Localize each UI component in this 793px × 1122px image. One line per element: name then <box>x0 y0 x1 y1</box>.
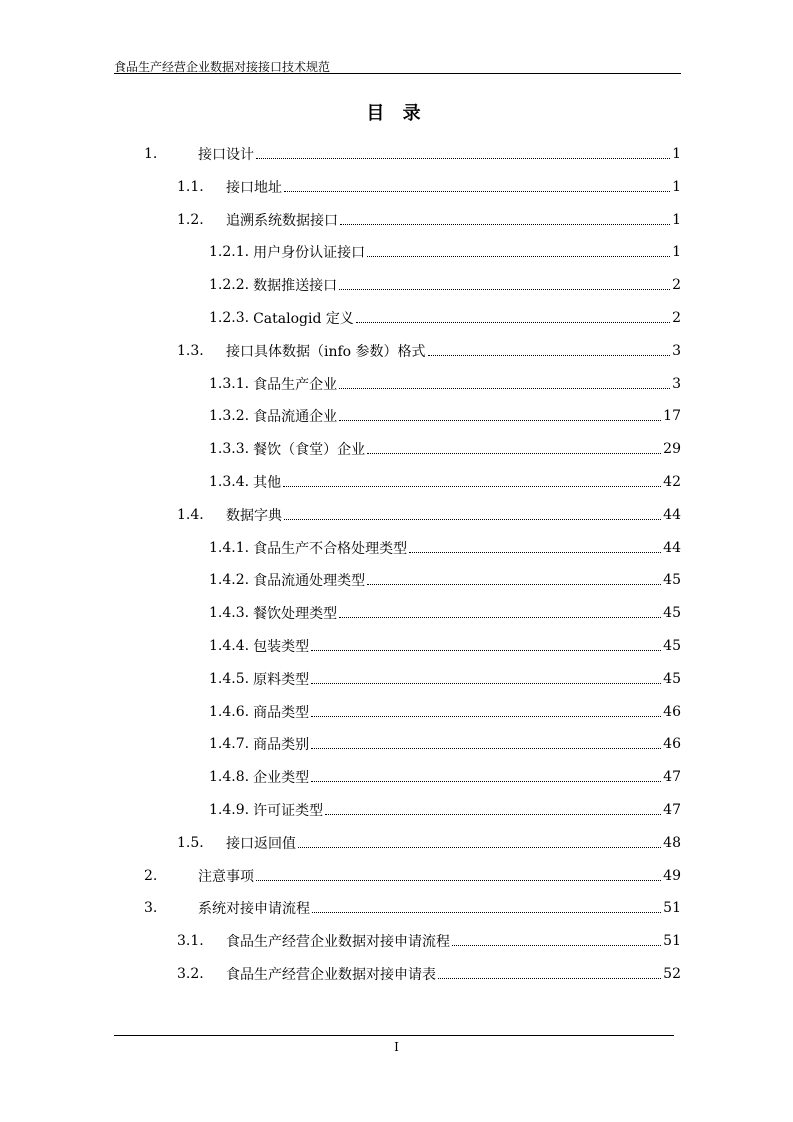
toc-entry-number: 3. <box>144 900 158 917</box>
toc-entry-page: 42 <box>663 474 681 490</box>
toc-entry-number: 1.3.1. <box>209 375 250 392</box>
toc-entry[interactable] <box>209 302 681 334</box>
toc-entry[interactable] <box>209 597 681 629</box>
toc-leader-dots <box>452 945 661 946</box>
toc-leader-dots <box>339 289 670 290</box>
toc-entry-page: 1 <box>672 178 681 195</box>
toc-leader-dots <box>356 322 670 323</box>
toc-leader-dots <box>409 552 661 553</box>
toc-leader-dots <box>428 355 671 356</box>
toc-entry-label: 食品生产不合格处理类型 <box>253 540 408 557</box>
toc-entry-page: 46 <box>663 703 681 720</box>
toc-entry-label: 追溯系统数据接口 <box>226 212 338 229</box>
toc-entry-number: 1.4.1. <box>209 539 250 556</box>
toc-entry-label: 食品生产经营企业数据对接申请流程 <box>226 934 450 951</box>
toc-entry-label: 原料类型 <box>253 671 310 688</box>
toc-entry-page: 44 <box>663 506 681 523</box>
toc-entry-page: 2 <box>672 277 681 294</box>
toc-entry-label: 食品生产经营企业数据对接申请表 <box>226 967 436 983</box>
toc-leader-dots <box>311 650 661 651</box>
toc-entry-number: 1.2.2. <box>209 277 250 294</box>
toc-entry[interactable] <box>209 433 681 465</box>
toc-entry[interactable] <box>177 499 681 531</box>
toc-entry-label: 许可证类型 <box>253 803 324 819</box>
toc-entry-number: 3.1. <box>177 933 204 950</box>
toc-leader-dots <box>367 256 670 257</box>
toc-leader-dots <box>339 420 661 421</box>
toc-entry-label: Catalogid 定义 <box>253 311 354 327</box>
toc-leader-dots <box>367 584 661 585</box>
toc-entry-number: 2. <box>144 867 158 884</box>
toc-leader-dots <box>284 519 661 520</box>
toc-entry-page: 47 <box>663 802 681 818</box>
header-divider <box>114 73 681 74</box>
toc-entry-number: 1.4.5. <box>209 670 250 687</box>
toc-entry-label: 食品生产企业 <box>253 376 338 393</box>
toc-entry-page: 17 <box>663 408 681 425</box>
toc-entry-page: 45 <box>663 670 681 687</box>
toc-entry[interactable] <box>209 761 681 793</box>
toc-entry-label: 接口设计 <box>198 147 254 163</box>
toc-entry[interactable] <box>177 958 681 990</box>
toc-entry-label: 商品类别 <box>253 737 310 754</box>
toc-entry[interactable] <box>209 236 681 268</box>
toc-leader-dots <box>438 978 661 979</box>
toc-entry-label: 数据字典 <box>226 507 282 524</box>
toc-entry-label: 注意事项 <box>198 868 254 885</box>
toc-leader-dots <box>312 912 661 913</box>
toc-entry-page: 1 <box>672 211 681 228</box>
toc-entry-page: 49 <box>663 867 681 884</box>
toc-entry-number: 1.4.6. <box>209 703 250 720</box>
toc-leader-dots <box>339 388 670 389</box>
toc-entry-number: 1.4.7. <box>209 736 250 753</box>
toc-entry-page: 51 <box>663 933 681 950</box>
toc-entry-page: 52 <box>663 966 681 982</box>
toc-entry-page: 1 <box>672 146 681 162</box>
toc-entry[interactable] <box>209 696 681 728</box>
toc-entry-label: 企业类型 <box>253 770 310 787</box>
toc-entry[interactable] <box>209 564 681 596</box>
toc-entry[interactable] <box>209 400 681 432</box>
toc-entry-page: 46 <box>663 736 681 753</box>
toc-entry-label: 接口具体数据（info 参数）格式 <box>226 343 426 360</box>
toc-entry-page: 3 <box>672 342 681 359</box>
toc-entry-number: 1.3.3. <box>209 441 250 458</box>
toc-entry-label: 包装类型 <box>253 639 310 655</box>
toc-entry[interactable] <box>209 630 681 662</box>
toc-entry-number: 1.4.4. <box>209 638 250 654</box>
toc-entry-label: 餐饮处理类型 <box>253 606 338 623</box>
footer-divider <box>114 1035 674 1036</box>
toc-entry-page: 3 <box>672 375 681 392</box>
toc-leader-dots <box>256 158 670 159</box>
footer-page-number: I <box>394 1040 399 1054</box>
toc-leader-dots <box>298 847 661 848</box>
toc-leader-dots <box>311 781 661 782</box>
toc-entry[interactable] <box>209 532 681 564</box>
toc-entry-page: 44 <box>663 539 681 556</box>
toc-entry-label: 接口返回值 <box>226 835 296 852</box>
toc-entry-label: 数据推送接口 <box>253 278 338 295</box>
toc-leader-dots <box>284 191 670 192</box>
toc-entry-number: 1.4. <box>177 506 204 523</box>
toc-entry-number: 1.1. <box>177 178 204 195</box>
toc-entry-page: 29 <box>663 441 681 458</box>
toc-entry-number: 1.5. <box>177 834 204 851</box>
toc-entry-label: 食品流通企业 <box>253 409 338 426</box>
toc-entry[interactable] <box>209 728 681 760</box>
toc-entry-number: 1.4.3. <box>209 605 250 622</box>
toc-leader-dots <box>311 683 661 684</box>
toc-entry-number: 1.2. <box>177 211 204 228</box>
toc-entry-label: 商品类型 <box>253 704 310 721</box>
toc-entry[interactable] <box>177 204 681 236</box>
toc-entry-page: 47 <box>663 769 681 786</box>
toc-entry-label: 餐饮（食堂）企业 <box>253 442 366 459</box>
toc-entry[interactable] <box>209 663 681 695</box>
toc-entry-page: 45 <box>663 638 681 654</box>
toc-entry[interactable] <box>177 171 681 203</box>
toc-entry[interactable] <box>144 138 681 170</box>
toc-entry-page: 2 <box>672 310 681 326</box>
toc-entry[interactable] <box>144 892 681 924</box>
toc-entry[interactable] <box>209 466 681 498</box>
toc-entry-number: 1. <box>144 146 158 162</box>
toc-title: 目 录 <box>366 103 427 124</box>
toc-entry-page: 51 <box>663 900 681 917</box>
toc-leader-dots <box>340 224 670 225</box>
toc-entry-number: 1.4.9. <box>209 802 250 818</box>
toc-entry-label: 食品流通处理类型 <box>253 573 366 590</box>
toc-entry-label: 其他 <box>253 475 282 491</box>
toc-entry[interactable] <box>177 827 681 859</box>
toc-entry-number: 3.2. <box>177 966 204 982</box>
toc-entry-number: 1.2.1. <box>209 244 250 261</box>
toc-leader-dots <box>256 880 661 881</box>
toc-entry-label: 用户身份认证接口 <box>253 245 366 262</box>
toc-entry-label: 系统对接申请流程 <box>198 901 310 918</box>
toc-entry-label: 接口地址 <box>226 179 282 196</box>
toc-leader-dots <box>311 716 661 717</box>
toc-entry-number: 1.3.4. <box>209 474 250 490</box>
toc-entry-number: 1.3.2. <box>209 408 250 425</box>
toc-entry-page: 45 <box>663 572 681 589</box>
toc-leader-dots <box>283 486 661 487</box>
toc-entry-number: 1.4.2. <box>209 572 250 589</box>
toc-entry-number: 1.4.8. <box>209 769 250 786</box>
header-title: 食品生产经营企业数据对接接口技术规范 <box>114 60 331 74</box>
toc-entry[interactable] <box>144 860 681 892</box>
toc-leader-dots <box>339 617 661 618</box>
toc-entry-page: 1 <box>672 244 681 261</box>
toc-leader-dots <box>367 453 661 454</box>
toc-entry[interactable] <box>209 368 681 400</box>
toc-entry[interactable] <box>177 925 681 957</box>
toc-entry-page: 45 <box>663 605 681 622</box>
toc-entry-page: 48 <box>663 834 681 851</box>
toc-entry-number: 1.3. <box>177 342 204 359</box>
toc-entry[interactable] <box>209 269 681 301</box>
toc-leader-dots <box>325 814 661 815</box>
toc-entry[interactable] <box>177 335 681 367</box>
toc-entry[interactable] <box>209 794 681 826</box>
toc-entry-number: 1.2.3. <box>209 310 250 326</box>
toc-leader-dots <box>311 748 661 749</box>
